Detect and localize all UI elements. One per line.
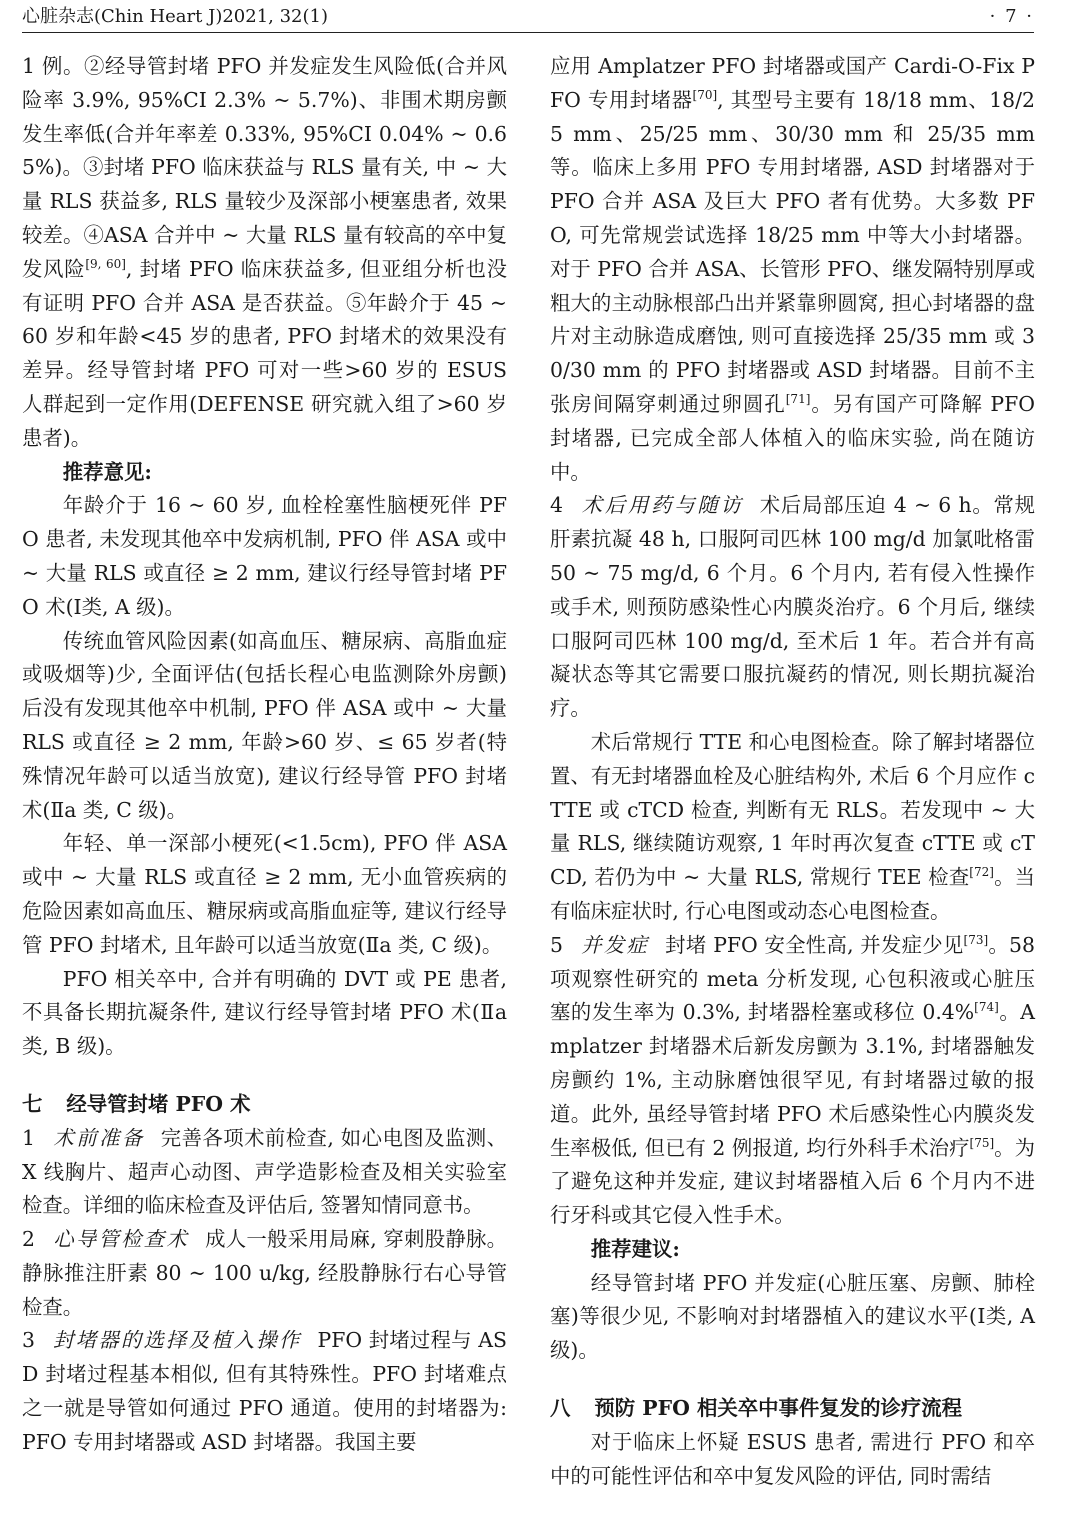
right-column	[550, 50, 1035, 1493]
subsection-preop: 1 术前准备 完善各项术前检查, 如心电图及监测、X 线胸片、超声心动图、声学造影检查及相关实验室检查。详细的临床检查及评估后, 签署知情同意书。	[22, 1125, 507, 1218]
citation: [71]	[785, 391, 811, 406]
recommendation-3: 年轻、单一深部小梗死(<1.5cm), PFO 伴 ASA 或中 ~ 大量 RLS 或直径 ≥ 2 mm, 无小血管疾病的危险因素如高血压、糖尿病或高脂血症等, 建议行经导管 PFO 封堵术, 且年龄可以适当放宽(Ⅱa 类, C 级)。	[22, 831, 507, 957]
paragraph-findings: 1 例。②经导管封堵 PFO 并发症发生风险低(合并风险率 3.9%, 95%CI 2.3% ~ 5.7%)、非围术期房颤发生率低(合并年率差 0.33%, 95%CI 0.04% ~ 0.65%)。③封堵 PFO 临床获益与 RLS 量有关, 中 ~ 大量 RLS 获益多, RLS 量较少及深部小梗塞患者, 效果较差。④ASA 合并中 ~ 大量 RLS 量有较高的卒中复发风险[9, 60], 封堵 PFO 临床获益多, 但亚组分析也没有证明 PFO 合并 ASA 是否获益。⑤年龄介于 45 ~ 60 岁和年龄<45 岁的患者, PFO 封堵术的效果没有差异。经导管封堵 PFO 可对一些>60 岁的 ESUS 人群起到一定作用(DEFENSE 研究就入组了>60 岁患者)。	[22, 54, 507, 450]
recommendation-title-2: 推荐建议:	[590, 1236, 680, 1261]
section-7-heading: 七 经导管封堵 PFO 术	[22, 1091, 251, 1116]
paragraph-esus-workflow: 对于临床上怀疑 ESUS 患者, 需进行 PFO 和卒中的可能性评估和卒中复发风险的评估, 同时需结	[550, 1429, 1035, 1488]
section-8-heading: 八 预防 PFO 相关卒中事件复发的诊疗流程	[550, 1396, 963, 1421]
left-column	[22, 50, 507, 1460]
subsection-complications: 5 并发症 封堵 PFO 安全性高, 并发症少见[73]。58 项观察性研究的 meta 分析发现, 心包积液或心脏压塞的发生率为 0.3%, 封堵器栓塞或移位 0.4%[74]。Amplatzer 封堵器术后新发房颤为 3.1%, 封堵器触发房颤约 1%, 主动脉磨蚀很罕见, 有封堵器过敏的报道。此外, 虽经导管封堵 PFO 术后感染性心内膜炎发生率极低, 但已有 2 例报道, 均行外科手术治疗[75]。为了避免这种并发症, 建议封堵器植入后 6 个月内不进行牙科或其它侵入性手术。	[550, 932, 1036, 1228]
recommendation-complications: 经导管封堵 PFO 并发症(心脏压塞、房颤、肺栓塞)等很少见, 不影响对封堵器植入的建议水平(Ⅰ类, A 级)。	[550, 1270, 1035, 1363]
journal-title: 心脏杂志(Chin Heart J)2021, 32(1)	[22, 6, 328, 27]
citation: [73]	[963, 932, 989, 947]
recommendation-1: 年龄介于 16 ~ 60 岁, 血栓栓塞性脑梗死伴 PFO 患者, 未发现其他卒中发病机制, PFO 伴 ASA 或中 ~ 大量 RLS 或直径 ≥ 2 mm, 建议行经导管封堵 PFO 术(Ⅰ类, A 级)。	[22, 493, 507, 619]
subsection-catheterization: 2 心导管检查术 成人一般采用局麻, 穿刺股静脉。静脉推注肝素 80 ~ 100 u/kg, 经股静脉行右心导管检查。	[22, 1227, 507, 1319]
citation: [74]	[974, 1000, 999, 1015]
subsection-occluder-selection: 3 封堵器的选择及植入操作 PFO 封堵过程与 ASD 封堵过程基本相似, 但有其特殊性。PFO 封堵难点之一就是导管如何通过 PFO 通道。使用的封堵器为: PFO 专用封堵器或 ASD 封堵器。我国主要	[22, 1328, 508, 1454]
page-number: · 7 ·	[989, 6, 1034, 27]
paragraph-postop-checks: 术后常规行 TTE 和心电图检查。除了解封堵器位置、有无封堵器血栓及心脏结构外, 术后 6 个月应作 cTTE 或 cTCD 检查, 判断有无 RLS。若发现中 ~ 大量 RLS, 继续随访观察, 1 年时再次复查 cTTE 或 cTCD, 若仍为中 ~ 大量 RLS, 常规行 TEE 检查[72]。当有临床症状时, 行心电图或动态心电图检查。	[550, 729, 1036, 923]
citation: [9, 60]	[85, 256, 126, 271]
running-header	[22, 4, 1034, 33]
citation: [70]	[692, 87, 718, 102]
recommendation-2: 传统血管风险因素(如高血压、糖尿病、高脂血症或吸烟等)少, 全面评估(包括长程心电监测除外房颤)后没有发现其他卒中机制, PFO 伴 ASA 或中 ~ 大量 RLS 或直径 ≥ 2 mm, 年龄>60 岁、≤ 65 岁者(特殊情况年龄可以适当放宽), 建议行经导管 PFO 封堵术(Ⅱa 类, C 级)。	[22, 628, 507, 822]
paragraph-occluder-types: 应用 Amplatzer PFO 封堵器或国产 Cardi-O-Fix PFO 专用封堵器[70], 其型号主要有 18/18 mm、18/25 mm、25/25 mm、30/30 mm 和 25/35 mm 等。临床上多用 PFO 专用封堵器, ASD 封堵器对于 PFO 合并 ASA 及巨大 PFO 者有优势。大多数 PFO, 可先常规尝试选择 18/25 mm 中等大小封堵器。对于 PFO 合并 ASA、长管形 PFO、继发隔特别厚或粗大的主动脉根部凸出并紧靠卵圆窝, 担心封堵器的盘片对主动脉造成磨蚀, 则可直接选择 25/35 mm 或 30/30 mm 的 PFO 封堵器或 ASD 封堵器。目前不主张房间隔穿刺通过卵圆孔[71]。另有国产可降解 PFO 封堵器, 已完成全部人体植入的临床实验, 尚在随访中。	[550, 54, 1035, 484]
citation: [75]	[969, 1135, 995, 1150]
recommendation-title: 推荐意见:	[62, 459, 152, 484]
recommendation-4: PFO 相关卒中, 合并有明确的 DVT 或 PE 患者, 不具备长期抗凝条件, 建议行经导管封堵 PFO 术(Ⅱa 类, B 级)。	[22, 966, 507, 1059]
subsection-postop-medication: 4 术后用药与随访 术后局部压迫 4 ~ 6 h。常规肝素抗凝 48 h, 口服阿司匹林 100 mg/d 加氯吡格雷 50 ~ 75 mg/d, 6 个月。6 个月内, 若有侵入性操作或手术, 则预防感染性心内膜炎治疗。6 个月后, 继续口服阿司匹林 100 mg/d, 至术后 1 年。若合并有高凝状态等其它需要口服抗凝药的情况, 则长期抗凝治疗。	[550, 493, 1036, 721]
citation: [72]	[969, 865, 994, 880]
